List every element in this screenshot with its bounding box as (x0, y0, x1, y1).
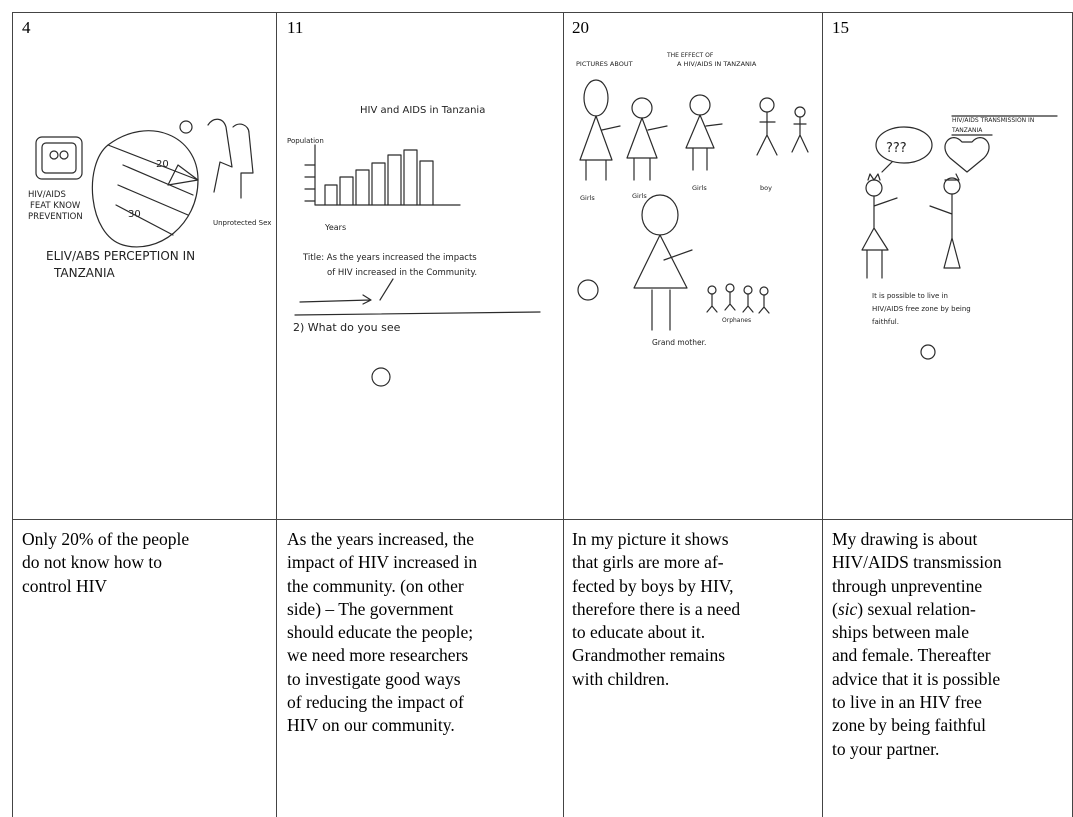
x-axis-label: Years (325, 223, 347, 232)
pie-label-30: 30 (128, 209, 141, 220)
label-unprotected-sex: Unprotected Sex (213, 219, 272, 227)
caption-3: In my picture it shows that girls are more af- fected by boys by HIV, therefore there is a need to educate about it. Grandmother remains with children. (572, 529, 741, 689)
caption-4-line: to live in an HIV free (832, 692, 982, 713)
couple-figures (862, 174, 960, 278)
drawing-hiv-aids-tanzania (285, 95, 555, 415)
drawing-title-line2: TANZANIA (54, 266, 115, 280)
table-top-border (12, 12, 1073, 13)
drawing-title: HIV and AIDS in Tanzania (360, 105, 486, 116)
caption-2: As the years increased, the impact of HIV increased in the community. (on other side) – The government should educate the people; we need more researchers to investigate good ways of reducing the impact of HIV on our community. (287, 529, 478, 736)
pie-label-20: 20 (156, 159, 169, 170)
label-hiv-aids: HIV/AIDS (28, 190, 66, 200)
column-divider-2 (563, 12, 564, 817)
drawing-title-line1: PICTURES ABOUT (576, 60, 633, 68)
message-line1: It is possible to live in (872, 292, 948, 300)
question-text: 2) What do you see (293, 321, 401, 334)
label-girls-3: Girls (692, 184, 707, 192)
drawing-title-line1: HIV/AIDS TRANSMISSION IN (952, 117, 1035, 124)
label-girls-2: Girls (632, 192, 647, 200)
couple-figures (208, 119, 253, 198)
drawing-caption-line1: Title: As the years increased the impacts (303, 253, 477, 263)
column-divider-1 (276, 12, 277, 817)
caption-4-line: HIV/AIDS transmission (832, 552, 1002, 573)
table-left-border (12, 12, 13, 817)
drawing-effect-of-hiv (572, 50, 822, 350)
stick-figures (580, 80, 808, 330)
label-grandmother: Grand mother. (652, 338, 707, 347)
caption-1: Only 20% of the people do not know how to control HIV (22, 529, 190, 596)
caption-4-line: advice that it is possible (832, 668, 1001, 689)
caption-4-line: and female. Thereafter (832, 645, 991, 666)
label-orphans: Orphanes (722, 317, 752, 324)
label-boy: boy (760, 184, 772, 192)
page-number-circle (578, 280, 598, 300)
hand-drawn-bar-chart (305, 145, 460, 205)
pie-chart (92, 131, 198, 247)
label-girls-1: Girls (580, 194, 595, 202)
caption-4-line: (sic) sexual relation- (832, 598, 976, 619)
drawing-hiv-perception (28, 105, 272, 305)
drawing-number-3: 20 (572, 18, 589, 37)
label-prevention: PREVENTION (28, 212, 83, 222)
heart-icon (945, 138, 989, 172)
arrow-icon (300, 279, 393, 304)
drawing-number-2: 11 (287, 18, 304, 37)
caption-4-line: ships between male (832, 622, 970, 643)
drawing-caption-line2: of HIV increased in the Community. (327, 268, 478, 278)
question-marks: ??? (886, 141, 907, 156)
caption-4 (832, 528, 1070, 761)
caption-4-line: through unpreventine (832, 575, 983, 596)
y-axis-label: Population (287, 137, 324, 145)
drawing-number-1: 4 (22, 18, 31, 37)
label-feat-know: FEAT KNOW (30, 201, 81, 211)
caption-4-line: My drawing is about (832, 529, 978, 549)
caption-4-line: to your partner. (832, 738, 940, 759)
drawing-title-line2: TANZANIA (952, 127, 983, 134)
caption-4-line: zone by being faithful (832, 715, 987, 736)
drawing-title-line1: ELIV/ABS PERCEPTION IN (46, 249, 196, 263)
message-line3: faithful. (872, 318, 899, 326)
row-divider (12, 519, 1073, 520)
column-divider-3 (822, 12, 823, 817)
drawing-number-4: 15 (832, 18, 849, 37)
drawing-hiv-transmission (832, 110, 1068, 380)
page-number-circle (921, 345, 935, 359)
drawing-title-line2: A HIV/AIDS IN TANZANIA (677, 60, 757, 68)
message-line2: HIV/AIDS free zone by being (872, 305, 971, 313)
page-number-circle (372, 368, 390, 386)
drawing-title-line0: THE EFFECT OF (667, 52, 714, 59)
